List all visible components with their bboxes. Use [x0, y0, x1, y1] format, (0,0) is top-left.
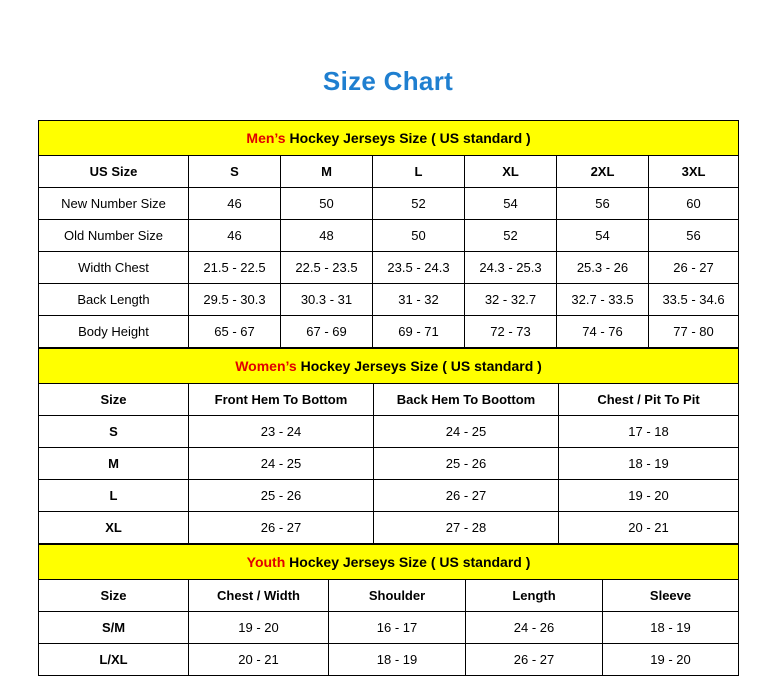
table-cell: 25 - 26 — [374, 448, 559, 480]
table-cell: 32 - 32.7 — [465, 284, 557, 316]
table-cell: 16 - 17 — [329, 612, 466, 644]
row-label: M — [39, 448, 189, 480]
mens-size-table — [38, 120, 739, 348]
table-cell: 32.7 - 33.5 — [557, 284, 649, 316]
table-cell: 52 — [373, 188, 465, 220]
womens-header-cell: Front Hem To Bottom — [189, 384, 374, 416]
table-cell: 54 — [557, 220, 649, 252]
table-row — [39, 448, 739, 480]
table-cell: 25 - 26 — [189, 480, 374, 512]
womens-banner-accent: Women’s — [235, 358, 297, 374]
mens-header-cell: XL — [465, 156, 557, 188]
youth-size-table — [38, 544, 739, 676]
table-cell: 19 - 20 — [603, 644, 739, 676]
womens-header-cell: Size — [39, 384, 189, 416]
mens-banner-rest: Hockey Jerseys Size ( US standard ) — [285, 130, 531, 146]
mens-header-cell: 2XL — [557, 156, 649, 188]
table-row — [39, 416, 739, 448]
table-cell: 56 — [557, 188, 649, 220]
womens-header-cell: Back Hem To Boottom — [374, 384, 559, 416]
mens-header-cell: S — [189, 156, 281, 188]
table-cell: 18 - 19 — [329, 644, 466, 676]
mens-header-cell: L — [373, 156, 465, 188]
table-row — [39, 252, 739, 284]
table-row — [39, 644, 739, 676]
table-cell: 26 - 27 — [374, 480, 559, 512]
womens-size-table — [38, 348, 739, 544]
table-cell: 69 - 71 — [373, 316, 465, 348]
table-cell: 46 — [189, 188, 281, 220]
table-cell: 56 — [649, 220, 739, 252]
table-cell: 19 - 20 — [559, 480, 739, 512]
youth-header-row — [39, 580, 739, 612]
mens-header-cell: US Size — [39, 156, 189, 188]
table-cell: 24.3 - 25.3 — [465, 252, 557, 284]
table-cell: 23.5 - 24.3 — [373, 252, 465, 284]
mens-header-cell: 3XL — [649, 156, 739, 188]
mens-banner — [39, 121, 739, 156]
womens-banner-rest: Hockey Jerseys Size ( US standard ) — [296, 358, 542, 374]
table-row — [39, 316, 739, 348]
row-label: L/XL — [39, 644, 189, 676]
table-cell: 18 - 19 — [603, 612, 739, 644]
table-cell: 18 - 19 — [559, 448, 739, 480]
row-label: Back Length — [39, 284, 189, 316]
row-label: New Number Size — [39, 188, 189, 220]
table-cell: 21.5 - 22.5 — [189, 252, 281, 284]
table-cell: 24 - 25 — [189, 448, 374, 480]
table-cell: 25.3 - 26 — [557, 252, 649, 284]
table-cell: 20 - 21 — [559, 512, 739, 544]
youth-header-cell: Chest / Width — [189, 580, 329, 612]
mens-header-row — [39, 156, 739, 188]
table-cell: 24 - 26 — [466, 612, 603, 644]
table-cell: 23 - 24 — [189, 416, 374, 448]
row-label: Body Height — [39, 316, 189, 348]
youth-banner-accent: Youth — [246, 554, 286, 570]
table-cell: 27 - 28 — [374, 512, 559, 544]
table-cell: 31 - 32 — [373, 284, 465, 316]
row-label: XL — [39, 512, 189, 544]
row-label: Width Chest — [39, 252, 189, 284]
page-title: Size Chart — [322, 66, 454, 96]
table-cell: 74 - 76 — [557, 316, 649, 348]
youth-header-cell: Length — [466, 580, 603, 612]
table-cell: 60 — [649, 188, 739, 220]
size-tables — [38, 120, 738, 676]
row-label: S/M — [39, 612, 189, 644]
table-cell: 52 — [465, 220, 557, 252]
table-cell: 77 - 80 — [649, 316, 739, 348]
table-cell: 26 - 27 — [466, 644, 603, 676]
youth-banner-rest: Hockey Jerseys Size ( US standard ) — [285, 554, 531, 570]
table-cell: 30.3 - 31 — [281, 284, 373, 316]
mens-banner-row — [39, 121, 739, 156]
table-row — [39, 480, 739, 512]
table-row — [39, 612, 739, 644]
table-cell: 19 - 20 — [189, 612, 329, 644]
table-cell: 26 - 27 — [189, 512, 374, 544]
table-cell: 67 - 69 — [281, 316, 373, 348]
womens-banner-row — [39, 349, 739, 384]
table-cell: 26 - 27 — [649, 252, 739, 284]
table-row — [39, 284, 739, 316]
table-cell: 72 - 73 — [465, 316, 557, 348]
womens-header-row — [39, 384, 739, 416]
table-row — [39, 220, 739, 252]
table-cell: 29.5 - 30.3 — [189, 284, 281, 316]
table-cell: 33.5 - 34.6 — [649, 284, 739, 316]
table-row — [39, 188, 739, 220]
womens-header-cell: Chest / Pit To Pit — [559, 384, 739, 416]
womens-banner — [39, 349, 739, 384]
table-cell: 65 - 67 — [189, 316, 281, 348]
table-cell: 46 — [189, 220, 281, 252]
row-label: S — [39, 416, 189, 448]
table-cell: 17 - 18 — [559, 416, 739, 448]
youth-banner-row — [39, 545, 739, 580]
table-cell: 24 - 25 — [374, 416, 559, 448]
row-label: L — [39, 480, 189, 512]
mens-header-cell: M — [281, 156, 373, 188]
youth-header-cell: Sleeve — [603, 580, 739, 612]
youth-banner — [39, 545, 739, 580]
table-cell: 54 — [465, 188, 557, 220]
table-cell: 20 - 21 — [189, 644, 329, 676]
youth-header-cell: Shoulder — [329, 580, 466, 612]
youth-header-cell: Size — [39, 580, 189, 612]
table-cell: 50 — [281, 188, 373, 220]
table-cell: 22.5 - 23.5 — [281, 252, 373, 284]
table-cell: 48 — [281, 220, 373, 252]
row-label: Old Number Size — [39, 220, 189, 252]
table-row — [39, 512, 739, 544]
mens-banner-accent: Men’s — [246, 130, 286, 146]
table-cell: 50 — [373, 220, 465, 252]
